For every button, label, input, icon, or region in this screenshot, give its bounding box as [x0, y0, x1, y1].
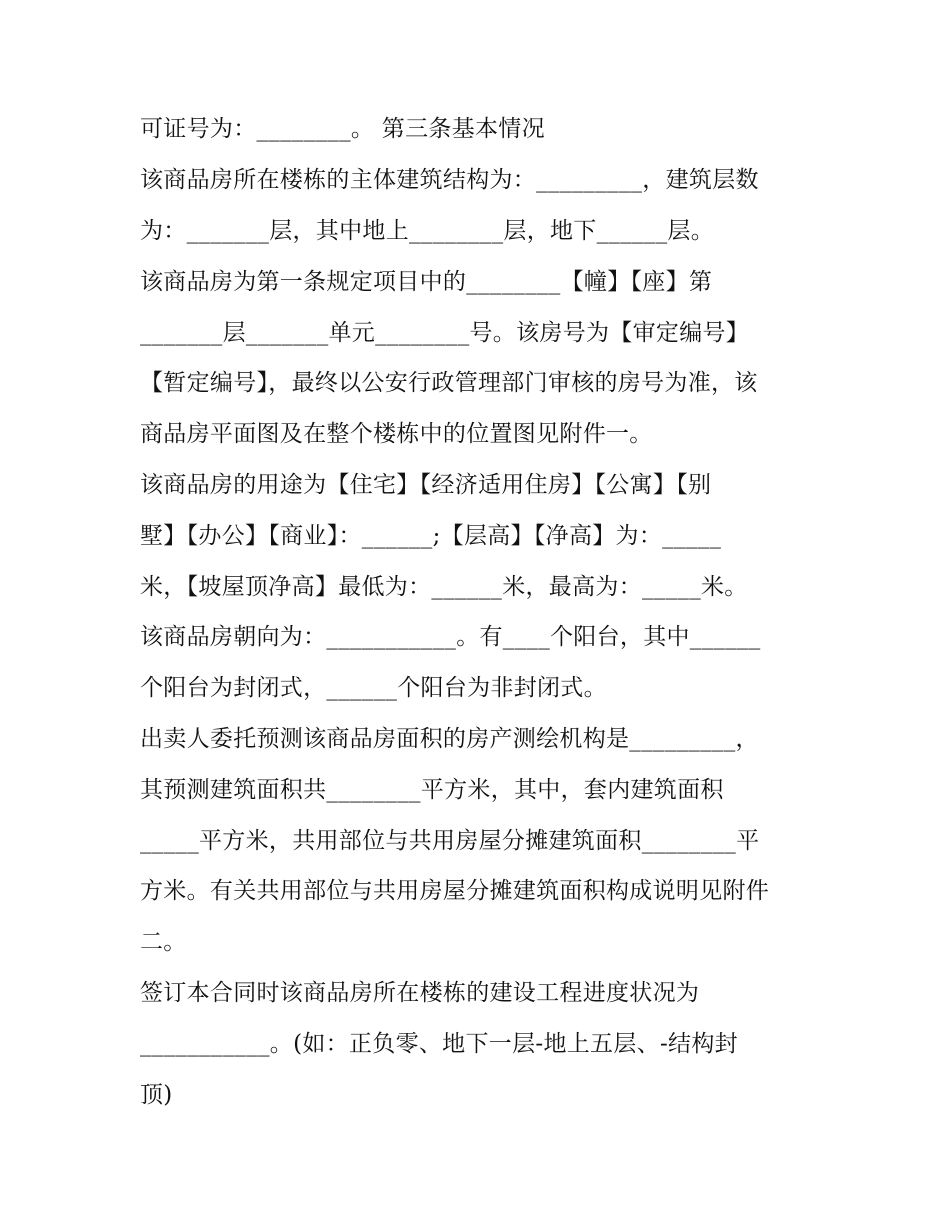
text-line: 为：_______层，其中地上________层，地下______层。: [140, 218, 714, 244]
text-line: 二。: [140, 929, 187, 955]
text-line: 顶): [140, 1082, 173, 1108]
text-line: 该商品房为第一条规定项目中的________【幢】【座】第: [140, 269, 713, 295]
text-line: ___________。(如：正负零、地下一层-地上五层、-结构封: [140, 1031, 738, 1057]
text-line: 米，【坡屋顶净高】最低为：______米，最高为：_____米。: [140, 574, 748, 600]
text-line: 该商品房朝向为：___________。有____个阳台，其中______: [140, 624, 761, 650]
text-line: 方米。有关共用部位与共用房屋分摊建筑面积构成说明见附件: [140, 878, 770, 904]
text-line: _____平方米，共用部位与共用房屋分摊建筑面积________平: [140, 828, 760, 854]
text-line: 签订本合同时该商品房所在楼栋的建设工程进度状况为: [140, 980, 700, 1006]
text-line: 可证号为：________。 第三条基本情况: [140, 116, 545, 142]
text-line: 商品房平面图及在整个楼栋中的位置图见附件一。: [140, 421, 653, 447]
text-line: 个阳台为封闭式，______个阳台为非封闭式。: [140, 675, 607, 701]
text-line: _______层_______单元________号。该房号为【审定编号】: [140, 320, 750, 346]
text-line: 其预测建筑面积共________平方米，其中，套内建筑面积: [140, 777, 724, 803]
text-line: 该商品房的用途为【住宅】【经济适用住房】【公寓】【别: [140, 472, 712, 498]
text-line: 墅】【办公】【商业】：______;【层高】【净高】为：_____: [140, 523, 722, 549]
text-line: 【暂定编号】，最终以公安行政管理部门审核的房号为准，该: [140, 370, 758, 396]
text-line: 该商品房所在楼栋的主体建筑结构为：_________，建筑层数: [140, 167, 759, 193]
text-line: 出卖人委托预测该商品房面积的房产测绘机构是_________，: [140, 726, 759, 752]
